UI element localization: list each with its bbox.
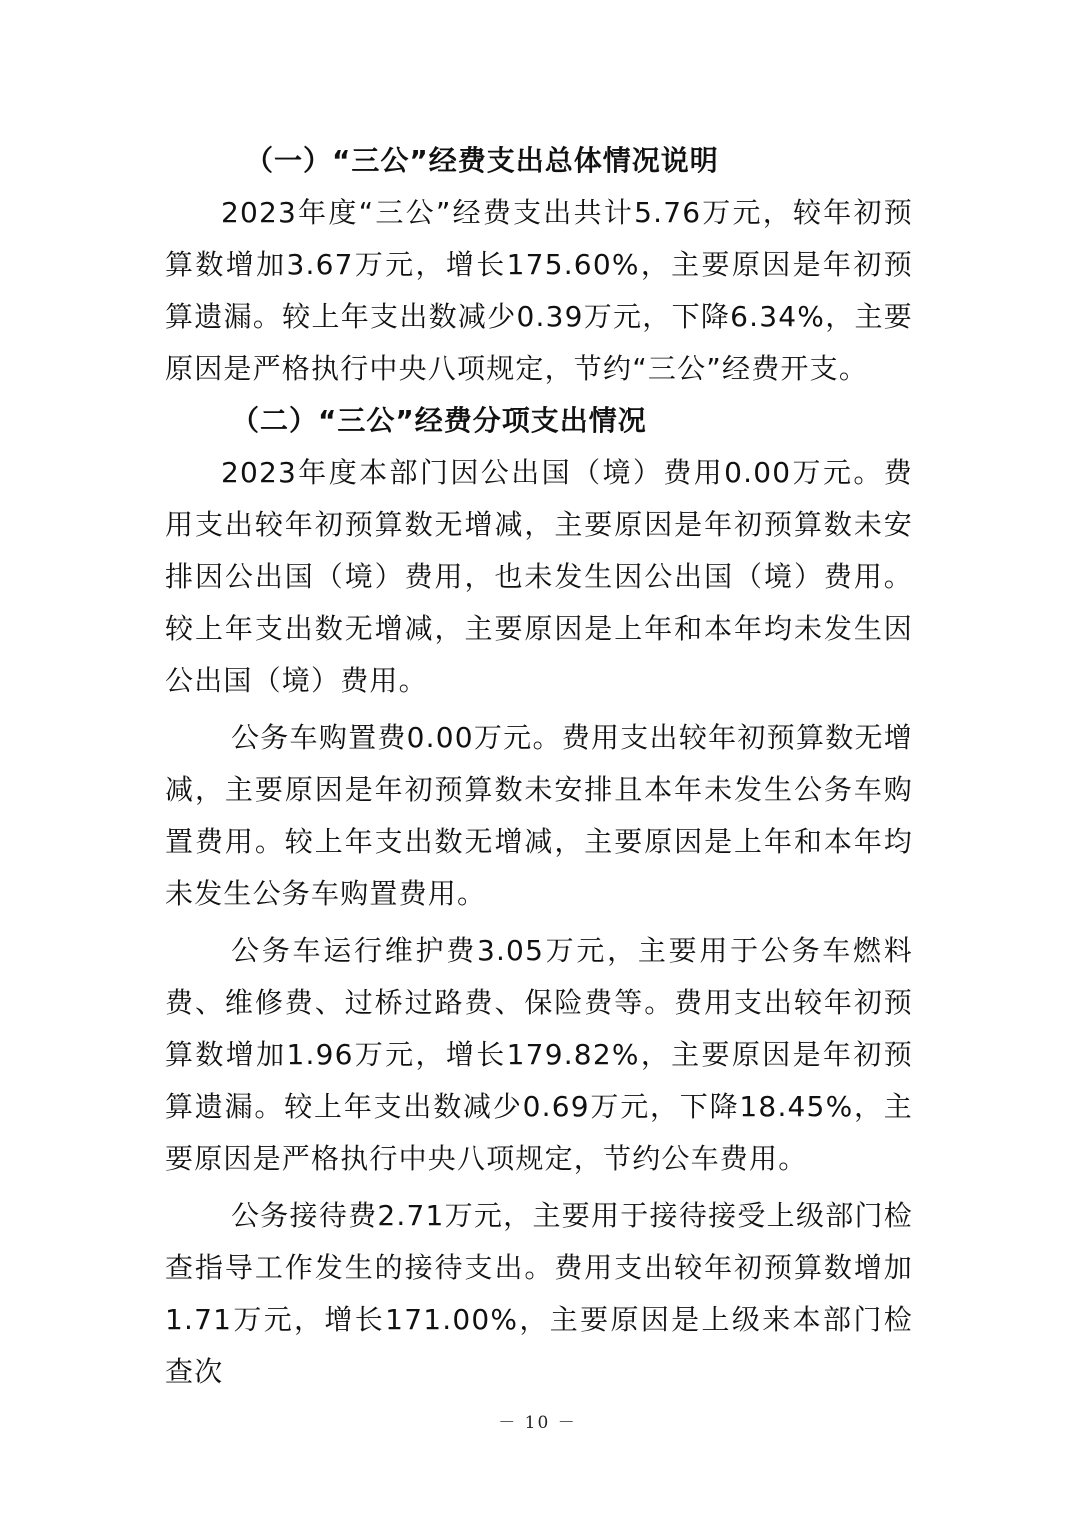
section-heading-overall: （一）“三公”经费支出总体情况说明 — [245, 144, 719, 177]
paragraph-reception: 公务接待费2.71万元，主要用于接待接受上级部门检查指导工作发生的接待支出。费用支出较年初预算数增加1.71万元，增长171.00%，主要原因是上级来本部门检查次 — [165, 1199, 913, 1388]
page-number: － 10 － — [498, 1413, 577, 1433]
paragraph-overall: 2023年度“三公”经费支出共计5.76万元，较年初预算数增加3.67万元，增长175.60%，主要原因是年初预算遗漏。较上年支出数减少0.39万元，下降6.34%，主要原因是严格执行中央八项规定，节约“三公”经费开支。 — [165, 196, 913, 385]
section-heading-itemized: （二）“三公”经费分项支出情况 — [231, 404, 647, 437]
paragraph-overseas-travel: 2023年度本部门因公出国（境）费用0.00万元。费用支出较年初预算数无增减，主要原因是年初预算数未安排因公出国（境）费用，也未发生因公出国（境）费用。较上年支出数无增减，主要原因是上年和本年均未发生因公出国（境）费用。 — [165, 456, 913, 697]
paragraph-vehicle-maintenance: 公务车运行维护费3.05万元，主要用于公务车燃料费、维修费、过桥过路费、保险费等。费用支出较年初预算数增加1.96万元，增长179.82%，主要原因是年初预算遗漏。较上年支出数减少0.69万元，下降18.45%，主要原因是严格执行中央八项规定，节约公车费用。 — [165, 934, 913, 1175]
paragraph-vehicle-purchase: 公务车购置费0.00万元。费用支出较年初预算数无增减，主要原因是年初预算数未安排且本年未发生公务车购置费用。较上年支出数无增减，主要原因是上年和本年均未发生公务车购置费用。 — [165, 721, 913, 910]
document-body — [165, 135, 913, 1398]
